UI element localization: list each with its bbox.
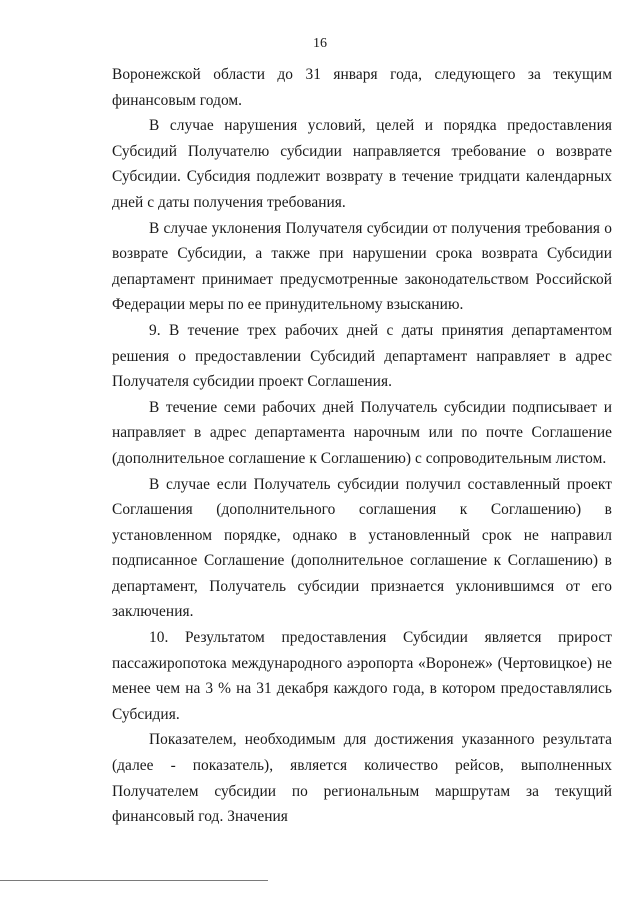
paragraph-1: Воронежской области до 31 января года, следующего за текущим финансовым годом. bbox=[112, 66, 612, 109]
page-number: 16 bbox=[313, 36, 327, 51]
paragraph-8: Показателем, необходимым для достижения указанного результата (далее - показатель), является количество рейсов, выполненных Получателем субсидии по региональным маршрутам за текущий финансовый год. Значения bbox=[112, 731, 612, 826]
paragraph-7: 10. Результатом предоставления Субсидии является прирост пассажиропотока международного аэропорта «Воронеж» (Чертовицкое) не менее чем на 3 % на 31 декабря каждого года, в котором предоставлялись Субсидия. bbox=[112, 629, 612, 723]
paragraph-2: В случае нарушения условий, целей и порядка предоставления Субсидий Получателю субсидии направляется требование о возврате Субсидии. Субсидия подлежит возврату в течение тридцати календарных дней с даты получения требования. bbox=[112, 117, 612, 211]
paragraph-6: В случае если Получатель субсидии получил составленный проект Соглашения (дополнительного соглашения к Соглашению) в установленном порядке, однако в установленный срок не направил подписанное Соглашение (дополнительное соглашение к Соглашению) в департамент, Получатель субсидии признается уклонившимся от его заключения. bbox=[112, 475, 612, 621]
document-body bbox=[112, 62, 612, 830]
paragraph-5: В течение семи рабочих дней Получатель субсидии подписывает и направляет в адрес департамента нарочным или по почте Соглашение (дополнительное соглашение к Соглашению) с сопроводительным листом. bbox=[112, 398, 612, 467]
paragraph-3: В случае уклонения Получателя субсидии от получения требования о возврате Субсидии, а также при нарушении срока возврата Субсидии департамент принимает предусмотренные законодательством Российской Федерации меры по ее принудительному взысканию. bbox=[112, 219, 612, 314]
paragraph-4: 9. В течение трех рабочих дней с даты принятия департаментом решения о предоставлении Субсидий департамент направляет в адрес Получателя субсидии проект Соглашения. bbox=[112, 321, 612, 391]
footnote-divider bbox=[0, 880, 268, 881]
